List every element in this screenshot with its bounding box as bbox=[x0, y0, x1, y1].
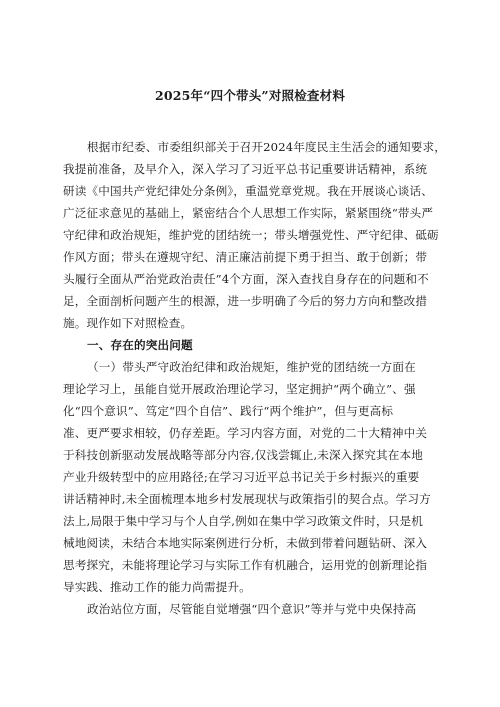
intro-line-7: 头履行全面从严治党政治责任”4个方面，深入查找自身存在的问题和不 bbox=[63, 272, 429, 286]
section-line-7: 讲话精神时,未全面梳理本地乡村发展现状与政策指引的契合点。学习方 bbox=[63, 492, 431, 506]
document-title: 2025年“四个带头”对照检查材料 bbox=[154, 88, 346, 103]
section-line-2: 理论学习上，虽能自觉开展政治理论学习，坚定拥护“两个确立”、强 bbox=[63, 382, 416, 396]
section-heading: 一、存在的突出问题 bbox=[87, 338, 193, 352]
section-line-3: 化“四个意识”、笃定“四个自信”、践行“两个维护”，但与更高标 bbox=[63, 404, 394, 418]
section-line-4: 准、更严要求相较，仍存差距。学习内容方面，对党的二十大精神中关 bbox=[63, 426, 428, 440]
intro-line-5: 守纪律和政治规矩，维护党的团结统一；带头增强党性、严守纪律、砥砺 bbox=[63, 228, 439, 242]
intro-line-3: 研读《中国共产党纪律处分条例》，重温党章党规。我在开展谈心谈话、 bbox=[63, 184, 434, 198]
intro-line-8: 足，全面剖析问题产生的根源，进一步明确了今后的努力方向和整改措 bbox=[63, 294, 428, 308]
intro-line-1: 根据市纪委、市委组织部关于召开2024年度民主生活会的通知要求， bbox=[87, 140, 446, 154]
intro-line-9: 施。现作如下对照检查。 bbox=[63, 316, 193, 330]
section-line-5: 于科技创新驱动发展战略等部分内容,仅浅尝辄止,未深入探究其在本地 bbox=[63, 448, 423, 462]
section-line-8: 法上,局限于集中学习与个人自学,例如在集中学习政策文件时，只是机 bbox=[63, 514, 423, 528]
intro-line-4: 广泛征求意见的基础上，紧密结合个人思想工作实际，紧紧围绕“带头严 bbox=[63, 206, 434, 220]
section-line-10: 思考探究，未能将理论学习与实际工作有机融合，运用党的创新理论指 bbox=[63, 558, 428, 572]
intro-line-2: 我提前准备，及早介入，深入学习了习近平总书记重要讲话精神，系统 bbox=[63, 162, 428, 176]
section-line-1: （一）带头严守政治纪律和政治规矩，维护党的团结统一方面在 bbox=[87, 360, 416, 374]
section-line-6: 产业升级转型中的应用路径;在学习习近平总书记关于乡村振兴的重要 bbox=[63, 470, 420, 484]
section-line-11: 导实践、推动工作的能力尚需提升。 bbox=[63, 580, 251, 594]
intro-line-6: 作风方面；带头在遵规守纪、清正廉洁前提下勇于担当、敢于创新；带 bbox=[63, 250, 428, 264]
section-line-9: 械地阅读，未结合本地实际案例进行分析，未做到带着问题钻研、深入 bbox=[63, 536, 428, 550]
paragraph-line-last: 政治站位方面，尽管能自觉增强“四个意识”等并与党中央保持高 bbox=[87, 602, 417, 616]
